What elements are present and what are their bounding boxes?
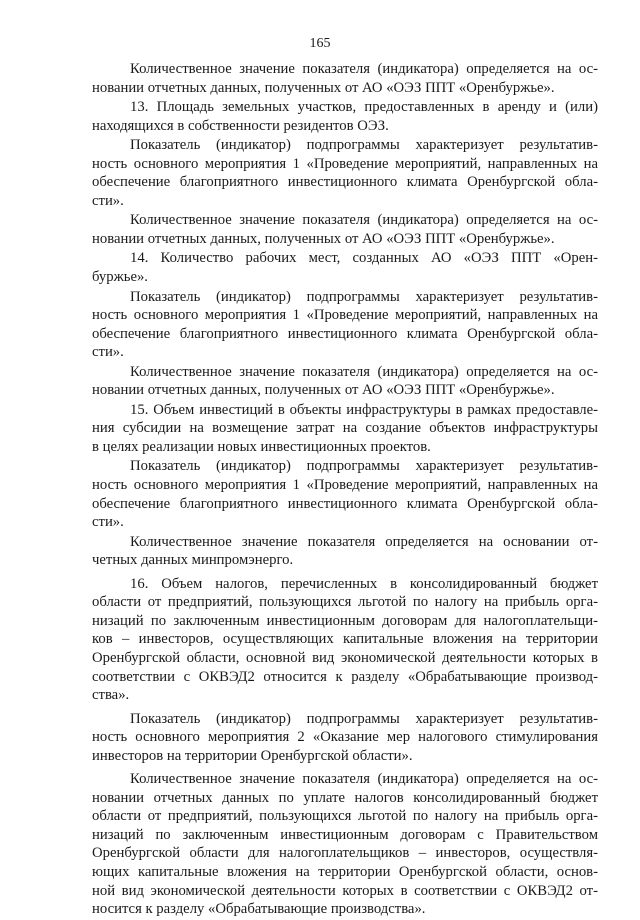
text-line: Оренбургской области для налогоплательщиков – инвесторов, осуществля- bbox=[92, 845, 598, 862]
paragraph bbox=[92, 363, 598, 400]
text-line: четных данных минпромэнерго. bbox=[92, 552, 294, 569]
text-line: носится к разделу «Обрабатывающие производства». bbox=[92, 901, 426, 918]
text-line: сти». bbox=[92, 344, 124, 361]
text-line: Количественное значение показателя (индикатора) определяется на ос- bbox=[130, 771, 598, 788]
text-line: инвесторов на территории Оренбургской области». bbox=[92, 747, 413, 764]
paragraph bbox=[92, 249, 598, 286]
text-line: Количественное значение показателя определяется на основании от- bbox=[130, 533, 598, 550]
text-line: области от предприятий, пользующихся льготой по налогу на прибыль орга- bbox=[92, 808, 598, 825]
text-line: ния субсидии на возмещение затрат на создание объектов инфраструктуры bbox=[92, 420, 598, 437]
document-body bbox=[92, 60, 598, 920]
paragraph bbox=[92, 710, 598, 766]
text-line: новании отчетных данных по уплате налогов консолидированный бюджет bbox=[92, 789, 598, 806]
paragraph bbox=[92, 136, 598, 210]
text-line: ной вид экономической деятельности которых в соответствии с ОКВЭД2 от- bbox=[92, 882, 598, 899]
page-number: 165 bbox=[309, 36, 331, 51]
text-line: находящихся в собственности резидентов ОЭЗ. bbox=[92, 117, 389, 134]
paragraph bbox=[92, 575, 598, 705]
paragraph bbox=[92, 533, 598, 570]
text-line: Количественное значение показателя (индикатора) определяется на ос- bbox=[130, 363, 598, 380]
text-line: ков – инвесторов, осуществляющих капитальные вложения на территории bbox=[92, 631, 598, 648]
text-line: новании отчетных данных, полученных от АО «ОЭЗ ППТ «Оренбуржье». bbox=[92, 79, 555, 96]
paragraph bbox=[92, 60, 598, 97]
text-line: ность основного мероприятия 2 «Оказание мер налогового стимулирования bbox=[92, 729, 598, 746]
text-line: ющих капитальные вложения на территории Оренбургской области, основ- bbox=[92, 863, 598, 880]
text-line: Количественное значение показателя (индикатора) определяется на ос- bbox=[130, 212, 598, 229]
text-line: ства». bbox=[92, 687, 130, 704]
text-line: Показатель (индикатор) подпрограммы характеризует результатив- bbox=[130, 710, 598, 727]
text-line: обеспечение благоприятного инвестиционного климата Оренбургской обла- bbox=[92, 174, 598, 191]
text-line: в целях реализации новых инвестиционных проектов. bbox=[92, 438, 431, 455]
text-line: соответствии с ОКВЭД2 относится к разделу «Обрабатывающие производ- bbox=[92, 668, 598, 685]
text-line: Оренбургской области, основной вид экономической деятельности которых в bbox=[92, 649, 598, 666]
text-line: новании отчетных данных, полученных от АО «ОЭЗ ППТ «Оренбуржье». bbox=[92, 230, 555, 247]
text-line: сти». bbox=[92, 192, 124, 209]
text-line: сти». bbox=[92, 514, 124, 531]
text-line: Показатель (индикатор) подпрограммы характеризует результатив- bbox=[130, 288, 598, 305]
paragraph bbox=[92, 770, 598, 918]
paragraph bbox=[92, 98, 598, 135]
text-line: 14. Количество рабочих мест, созданных АО «ОЭЗ ППТ «Орен- bbox=[130, 250, 598, 267]
paragraph bbox=[92, 401, 598, 457]
text-line: обеспечение благоприятного инвестиционного климата Оренбургской обла- bbox=[92, 325, 598, 342]
text-line: области от предприятий, пользующихся льготой по налогу на прибыль орга- bbox=[92, 594, 598, 611]
text-line: Количественное значение показателя (индикатора) определяется на ос- bbox=[130, 61, 598, 77]
text-line: ность основного мероприятия 1 «Проведение мероприятий, направленных на bbox=[92, 155, 598, 172]
text-line: Показатель (индикатор) подпрограммы характеризует результатив- bbox=[130, 137, 598, 154]
text-line: 15. Объем инвестиций в объекты инфраструктуры в рамках предоставле- bbox=[130, 401, 598, 418]
text-line: буржье». bbox=[92, 269, 148, 286]
text-line: ность основного мероприятия 1 «Проведение мероприятий, направленных на bbox=[92, 477, 598, 494]
text-line: 16. Объем налогов, перечисленных в консолидированный бюджет bbox=[130, 575, 598, 592]
paragraph bbox=[92, 457, 598, 531]
text-line: ность основного мероприятия 1 «Проведение мероприятий, направленных на bbox=[92, 307, 598, 324]
text-line: низаций по заключенным инвестиционным договорам для налогоплательщи- bbox=[92, 612, 598, 629]
text-line: низаций по заключенным инвестиционным договорам с Правительством bbox=[92, 826, 598, 843]
text-line: обеспечение благоприятного инвестиционного климата Оренбургской обла- bbox=[92, 495, 598, 512]
text-line: 13. Площадь земельных участков, предоставленных в аренду и (или) bbox=[130, 99, 598, 116]
paragraph bbox=[92, 211, 598, 248]
text-line: новании отчетных данных, полученных от АО «ОЭЗ ППТ «Оренбуржье». bbox=[92, 382, 555, 399]
text-line: Показатель (индикатор) подпрограммы характеризует результатив- bbox=[130, 458, 598, 475]
paragraph bbox=[92, 288, 598, 362]
